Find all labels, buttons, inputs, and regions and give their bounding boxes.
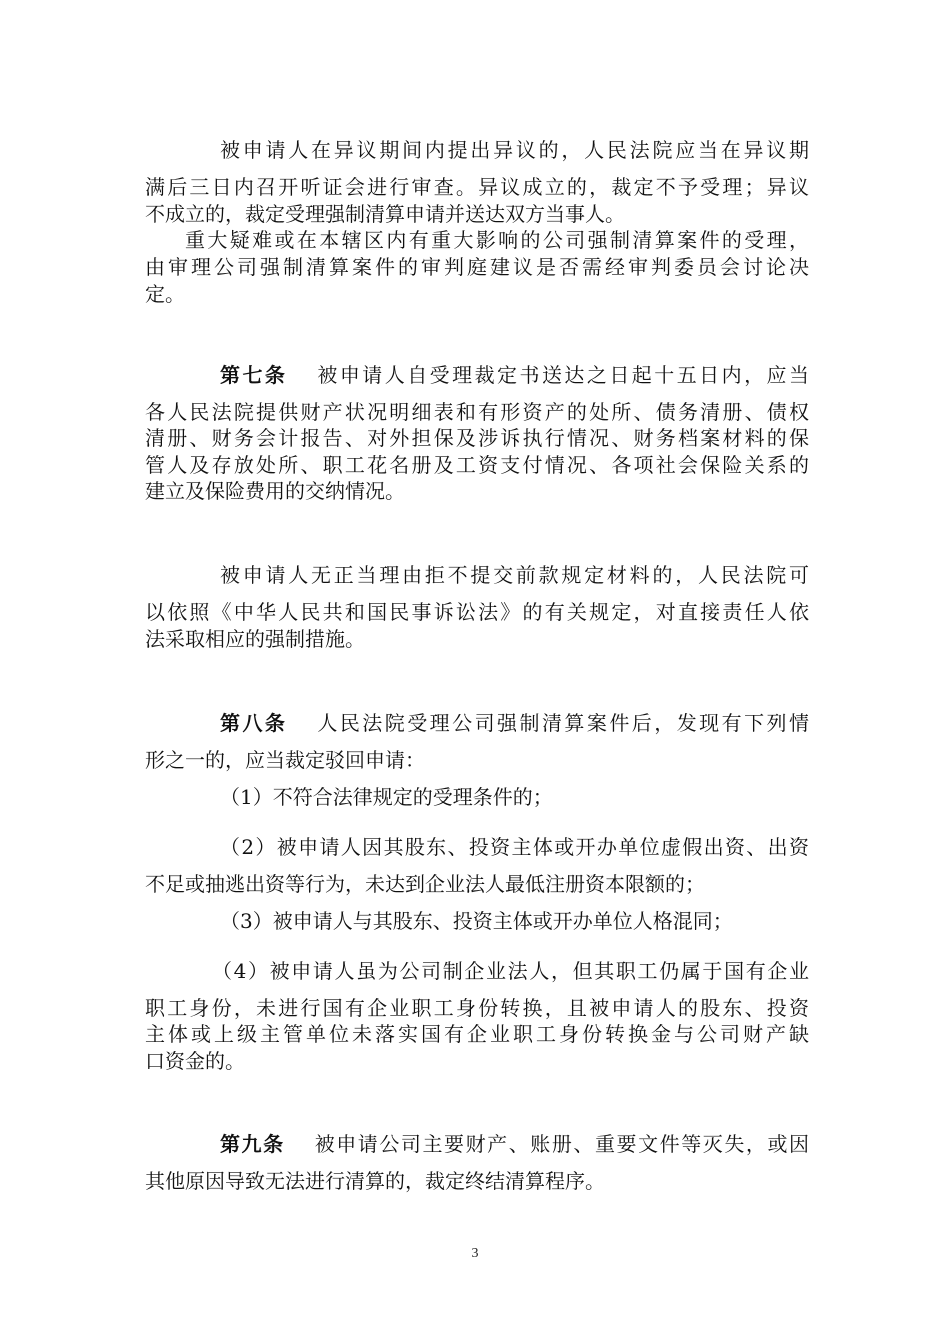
paragraph-line: 重大疑难或在本辖区内有重大影响的公司强制清算案件的受理， [185, 228, 809, 252]
paragraph-line: 满后三日内召开听证会进行审查。异议成立的，裁定不予受理；异议 [145, 175, 809, 199]
paragraph-line: 以依照《中华人民共和国民事诉讼法》的有关规定，对直接责任人依 [145, 600, 809, 624]
paragraph-line: 管人及存放处所、职工花名册及工资支付情况、各项社会保险关系的 [145, 453, 809, 477]
article-9-first-line [220, 1132, 809, 1156]
list-item: （4）被申请人虽为公司制企业法人，但其职工仍属于国有企业 [212, 959, 809, 983]
paragraph-line: 被申请人无正当理由拒不提交前款规定材料的，人民法院可 [220, 563, 809, 587]
article-7-label: 第七条 [220, 363, 288, 387]
paragraph-line: 主体或上级主管单位未落实国有企业职工身份转换金与公司财产缺 [145, 1022, 809, 1046]
paragraph-line: 其他原因导致无法进行清算的，裁定终结清算程序。 [145, 1169, 605, 1193]
paragraph-line: 不成立的，裁定受理强制清算申请并送达双方当事人。 [145, 202, 625, 226]
list-item: （3）被申请人与其股东、投资主体或开办单位人格混同； [220, 909, 733, 933]
paragraph-line: 建立及保险费用的交纳情况。 [145, 479, 405, 503]
list-item: （1）不符合法律规定的受理条件的； [220, 785, 553, 809]
paragraph-line: 定。 [145, 282, 185, 306]
paragraph-line: 口资金的。 [145, 1049, 245, 1073]
paragraph-line: 由审理公司强制清算案件的审判庭建议是否需经审判委员会讨论决 [145, 255, 809, 279]
paragraph-line: 形之一的，应当裁定驳回申请： [145, 748, 425, 772]
article-8-first-line [220, 711, 809, 735]
paragraph-line: 法采取相应的强制措施。 [145, 627, 365, 651]
article-8-text: 人民法院受理公司强制清算案件后，发现有下列情 [317, 711, 809, 735]
paragraph-line: 各人民法院提供财产状况明细表和有形资产的处所、债务清册、债权 [145, 400, 809, 424]
article-9-text: 被申请公司主要财产、账册、重要文件等灭失，或因 [314, 1132, 809, 1156]
paragraph-line: 被申请人在异议期间内提出异议的，人民法院应当在异议期 [220, 138, 809, 162]
paragraph-line: 职工身份，未进行国有企业职工身份转换，且被申请人的股东、投资 [145, 996, 809, 1020]
paragraph-line: 不足或抽逃出资等行为，未达到企业法人最低注册资本限额的； [145, 872, 705, 896]
page-number: 3 [471, 1246, 479, 1261]
paragraph-line: 清册、财务会计报告、对外担保及涉诉执行情况、财务档案材料的保 [145, 426, 809, 450]
article-8-label: 第八条 [220, 711, 288, 735]
list-item: （2）被申请人因其股东、投资主体或开办单位虚假出资、出资 [220, 835, 809, 859]
article-7-first-line [220, 363, 809, 387]
article-9-label: 第九条 [220, 1132, 285, 1156]
article-7-text: 被申请人自受理裁定书送达之日起十五日内，应当 [317, 363, 809, 387]
